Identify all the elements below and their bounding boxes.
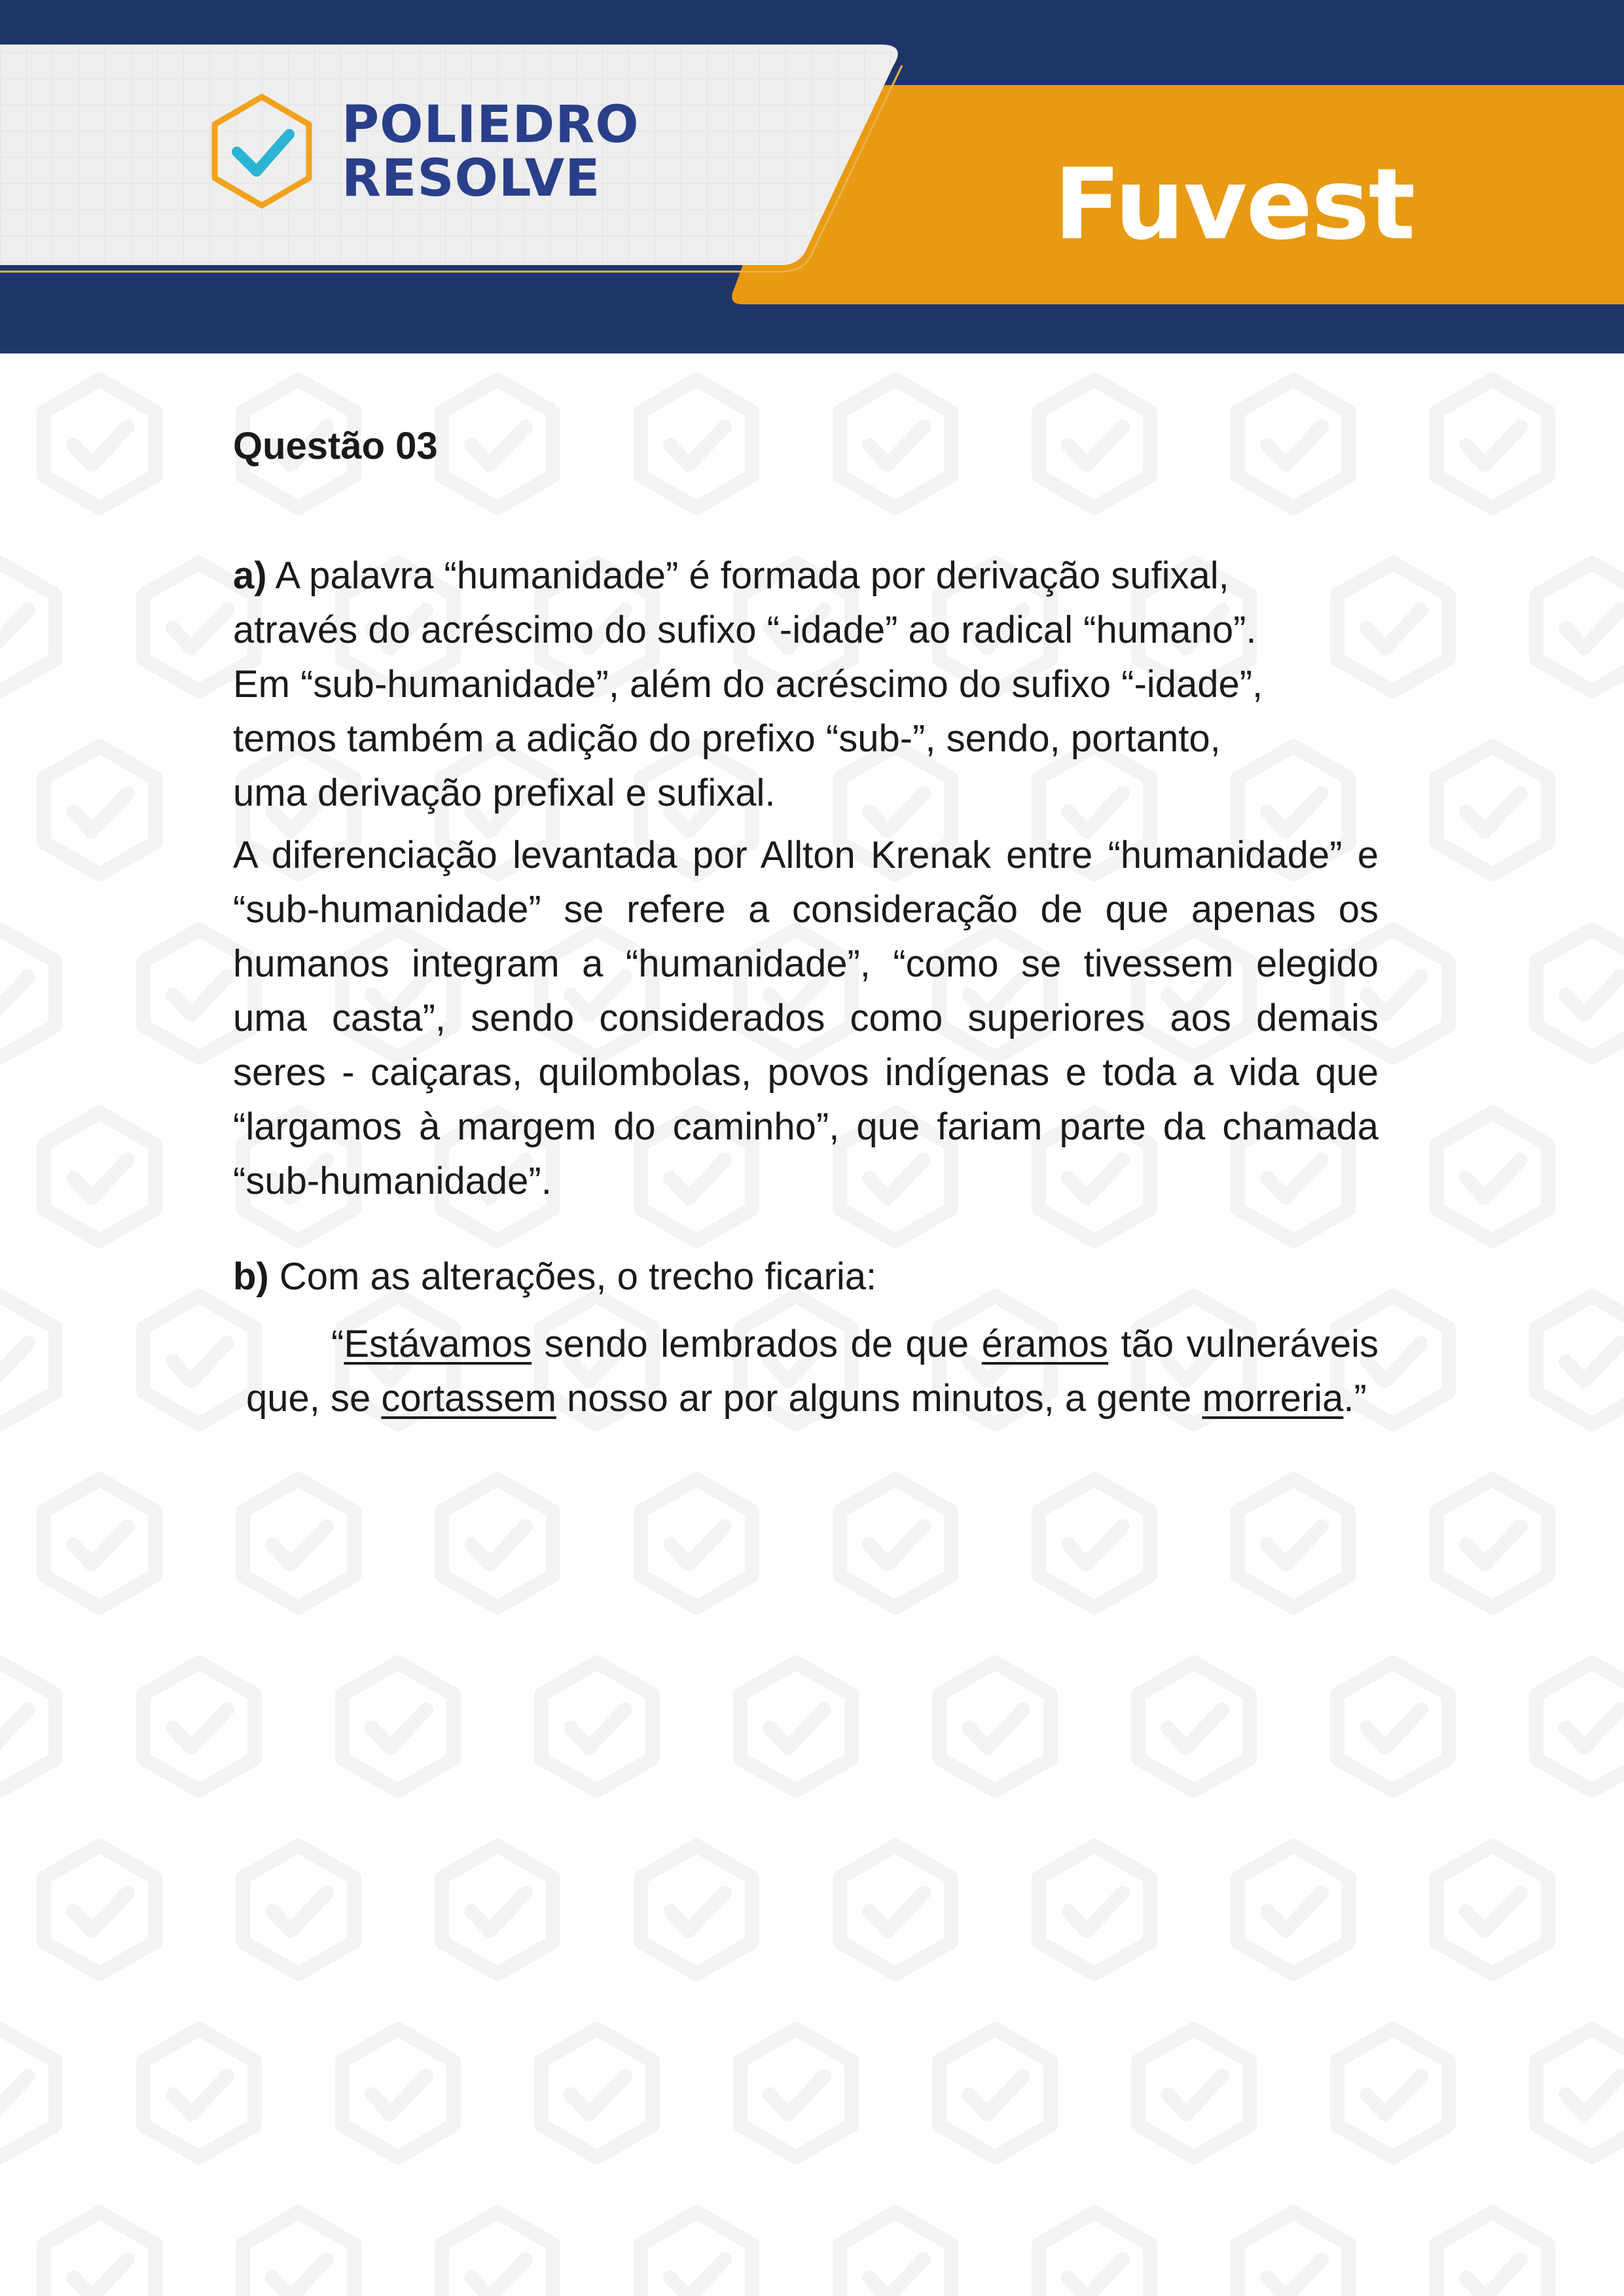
part-a-line-3: Em “sub-humanidade”, além do acréscimo do sufixo “-idade”,: [233, 663, 1263, 706]
quote-close: .”: [1343, 1377, 1367, 1420]
part-a-label: a): [233, 554, 267, 597]
part-b-label: b): [233, 1255, 269, 1298]
quote-text-2: tão vulneráveis que, se: [246, 1323, 1379, 1420]
underlined-word-estavamos: Estávamos: [344, 1323, 532, 1365]
part-a-paragraph-1: [233, 548, 1379, 820]
underlined-word-eramos: éramos: [981, 1323, 1109, 1365]
part-a-line-1: A palavra “humanidade” é formada por derivação sufixal,: [275, 554, 1229, 597]
quote-text-3: nosso ar por alguns minutos, a gente: [556, 1377, 1202, 1420]
quote-text-1: sendo lembrados de que: [532, 1323, 982, 1365]
part-b-quote: [246, 1317, 1379, 1426]
underlined-word-cortassem: cortassem: [381, 1377, 556, 1420]
part-b-intro-text: Com as alterações, o trecho ficaria:: [279, 1255, 877, 1298]
part-a-line-5: uma derivação prefixal e sufixal.: [233, 772, 776, 814]
question-title: Questão 03: [233, 425, 438, 467]
part-a-line-2: através do acréscimo do sufixo “-idade” ao radical “humano”.: [233, 609, 1257, 651]
exam-name: Fuvest: [1054, 148, 1415, 262]
logo-line-1: POLIEDRO: [342, 96, 640, 154]
question-content: [233, 419, 1379, 1426]
part-b-intro: [233, 1249, 1379, 1304]
part-a-paragraph-2: A diferenciação levantada por Allton Krenak entre “humanidade” e “sub-humanidade” se refere a consideração de que apenas os humanos integram a “humanidade”, “como se tivessem elegido uma casta”, sendo considerados como superiores aos demais seres - caiçaras, quilombolas, povos indígenas e toda a vida que “largamos à margem do caminho”, que fariam parte da chamada “sub-humanidade”.: [233, 834, 1379, 1202]
underlined-word-morreria: morreria: [1202, 1377, 1344, 1420]
part-a-line-4: temos também a adição do prefixo “sub-”, sendo, portanto,: [233, 717, 1221, 760]
brand-logo-text: [342, 98, 640, 206]
quote-open: “: [331, 1323, 344, 1365]
logo-line-2: RESOLVE: [342, 149, 601, 208]
